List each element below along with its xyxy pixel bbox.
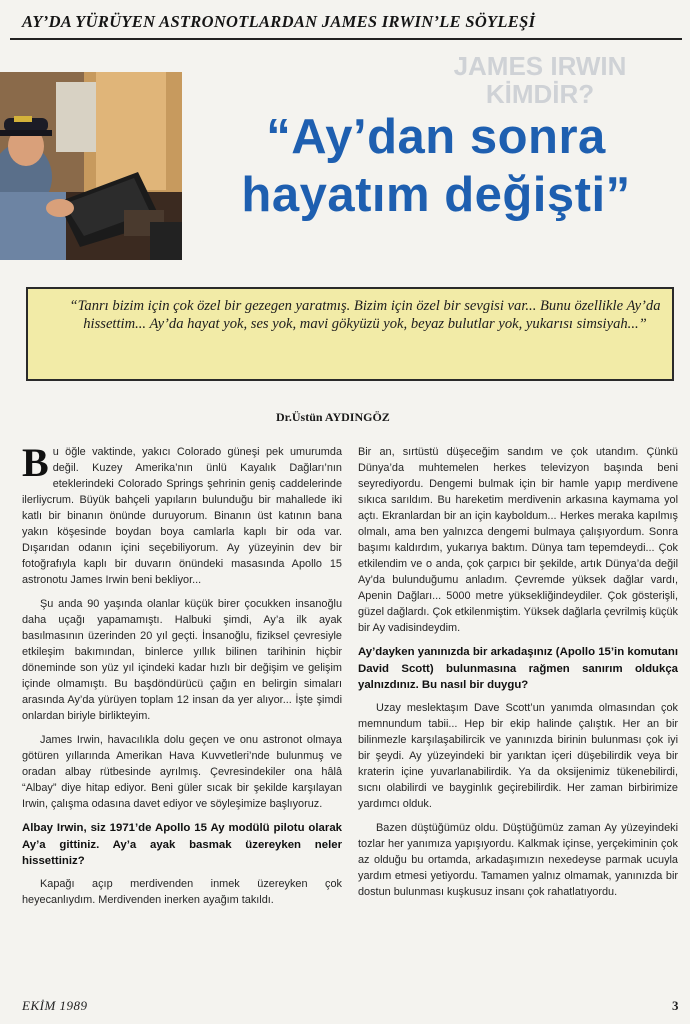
page-number: 3 <box>672 998 679 1013</box>
article-column-left <box>22 440 342 916</box>
paragraph: James Irwin, havacılıkla dolu geçen ve onu astronot olmaya götüren yıllarında Amerikan Hava Kuvvetleri’nde bulunmuş ve oradan albay rütbesinde ayrılmış. Çevresindekiler ona hâlâ “Albay” diye hitap ediyor. Beni güler sıcak bir şekilde karşılayan Irwin, çalışma odasına davet ediyor ve söyleşimize başlıyoruz. <box>22 734 342 810</box>
pull-quote-text: “Tanrı bizim için çok özel bir gezegen yaratmış. Bizim için özel bir sevgisi var... Bunu özellikle Ay’da hissettim... Ay’da hayat yok, ses yok, mavi gökyüzü yok, beyaz bulutlar yok, yukarısı simsiyah...” <box>69 298 661 332</box>
interview-question: Ay’dayken yanınızda bir arkadaşınız (Apollo 15’in komutanı David Scott) bulunmasına rağmen sanırım oldukça yalnızdınız. Bu nasıl bir duygu? <box>358 646 678 691</box>
paragraph <box>22 440 342 588</box>
page-header: AY’DA YÜRÜYEN ASTRONOTLARDAN JAMES IRWIN’LE SÖYLEŞİ <box>22 12 536 31</box>
paragraph: Şu anda 90 yaşında olanlar küçük birer çocukken insanoğlu daha uçağı yapamamıştı. Halbuki şimdi, Ay’a ilk ayak basılmasının üzerinden 20 yıl geçti. İnsanoğlu, fiziksel çevresiyle etkileşim bakımından, binlerce yıllık bilinen tarihinin hiçbir döneminde son yüz yıl içindeki kadar hızlı bir değişim ve gelişim içinde olmamıştı. Bu başdöndürücü çağın en belirgin simaları arasında Ay’da yürüyen toplam 12 insan da yer alıyor... İşte şimdi onlardan biriyle birlikteyim. <box>22 598 342 722</box>
title-line-1: “Ay’dan sonra <box>266 110 606 164</box>
paragraph: Kapağı açıp merdivenden inmek üzereyken çok heyecanlıydım. Merdivenden inerken ayağım takıldı. <box>22 877 342 906</box>
title-line-2: hayatım değişti” <box>241 168 631 222</box>
interview-question: Albay Irwin, siz 1971’de Apollo 15 Ay modülü pilotu olarak Ay’a gittiniz. Ay’a ayak basmak üzereyken neler hissettiniz? <box>22 822 342 867</box>
author-byline: Dr.Üstün AYDINGÖZ <box>276 410 390 424</box>
paragraph: Uzay meslektaşım Dave Scott’un yanımda olmasından çok memnundum tabii... Hep bir ekip halinde çalıştık. Her an bir bilinmezle karşılaşabilircik ve yanınızda birinin bulunması çok iyi bir şeydi. Ay yüzeyindeki bir yarıktan içeri düşebilirdik veya bir kraterin içine yuvarlanabilirdik. Ya da oksijenimiz tükenebilirdi, sıcnı olabilirdi ve bayginlık geçirebilirdik. Her zaman birbirimize yardımcı olduk. <box>358 701 678 810</box>
paragraph-text: u öğle vaktinde, yakıcı Colorado güneşi pek umurumda değil. Kuzey Amerika’nın ünlü Kayalık Dağları’nın eteklerindeki Colorado Springs şehrinin geniş caddelerinde ilerliycrum. Büyük bahçeli yapıların bulunduğu bir mahallede iki katlı bir binanın önünde duruyorum. Binanın üst katının bana yakın köşesinde boydan boya camlarla kaplı bir oda var. Dışarıdan odanın içini seçebiliyorum. Ay yüzeyinin dev bir fotoğrafıyla kaplı bir duvarın önündeki masasında Apollo 15 astronotu James Irwin beni bekliyor... <box>22 446 342 586</box>
issue-date: EKİM 1989 <box>22 998 88 1013</box>
header-rule <box>10 38 682 40</box>
paragraph: Bazen düştüğümüz oldu. Düştüğümüz zaman Ay yüzeyindeki tozlar her yanımıza yapışıyordu. Kalkmak içinse, yerçekiminin çok az olduğu bu ortamda, arkadaşımızın nexedeyse parmak ucuyla yardım etmesi yetiyordu. Tamamen yalnız olmamak, yanınızda bir dostun bulunması kuşkusuz insanı çok rahatlatıyordu. <box>358 821 678 898</box>
article-title <box>196 108 676 224</box>
drop-cap: B <box>22 440 49 485</box>
paragraph: Bir an, sırtüstü düşeceğim sandım ve çok utandım. Çünkü Dünya’da muhtemelen herkes televizyon başında beni seyrediyordu. Dengemi bulmak için bir hamle yapıp merdivene sıkıca sarıldım. Bu hareketim merdivenin arkasına kaymama yol açtı. Ekranlardan bir an için kayboldum... Herkes meraka kapılmış olmalı, ama ben yalnızca dengemi bulmaya çalışıyordum. Sonra başımı kaldırdım, yukarıya baktım. Dünya tam tepemdeydi... Çok etkilendim ve o anda, çok çarpıcı bir şekilde, artık Dünya’da değil Ay’da bulunduğumu anladım. Çevremde yüksek dağlar vardı, Apenin Dağları... 5000 metre yüksekliğindeydiler. Çok gösterişli, güzel dağlardı. Çok etkilenmiştim. Yüksek dağlarla çevrilmiş küçük bir Ay vadisindeydim. <box>358 446 678 634</box>
pull-quote-box <box>26 287 674 381</box>
article-column-right <box>358 444 678 908</box>
astronaut-photo <box>0 72 182 260</box>
show-through-text: JAMES IRWIN KİMDİR? <box>453 51 627 109</box>
